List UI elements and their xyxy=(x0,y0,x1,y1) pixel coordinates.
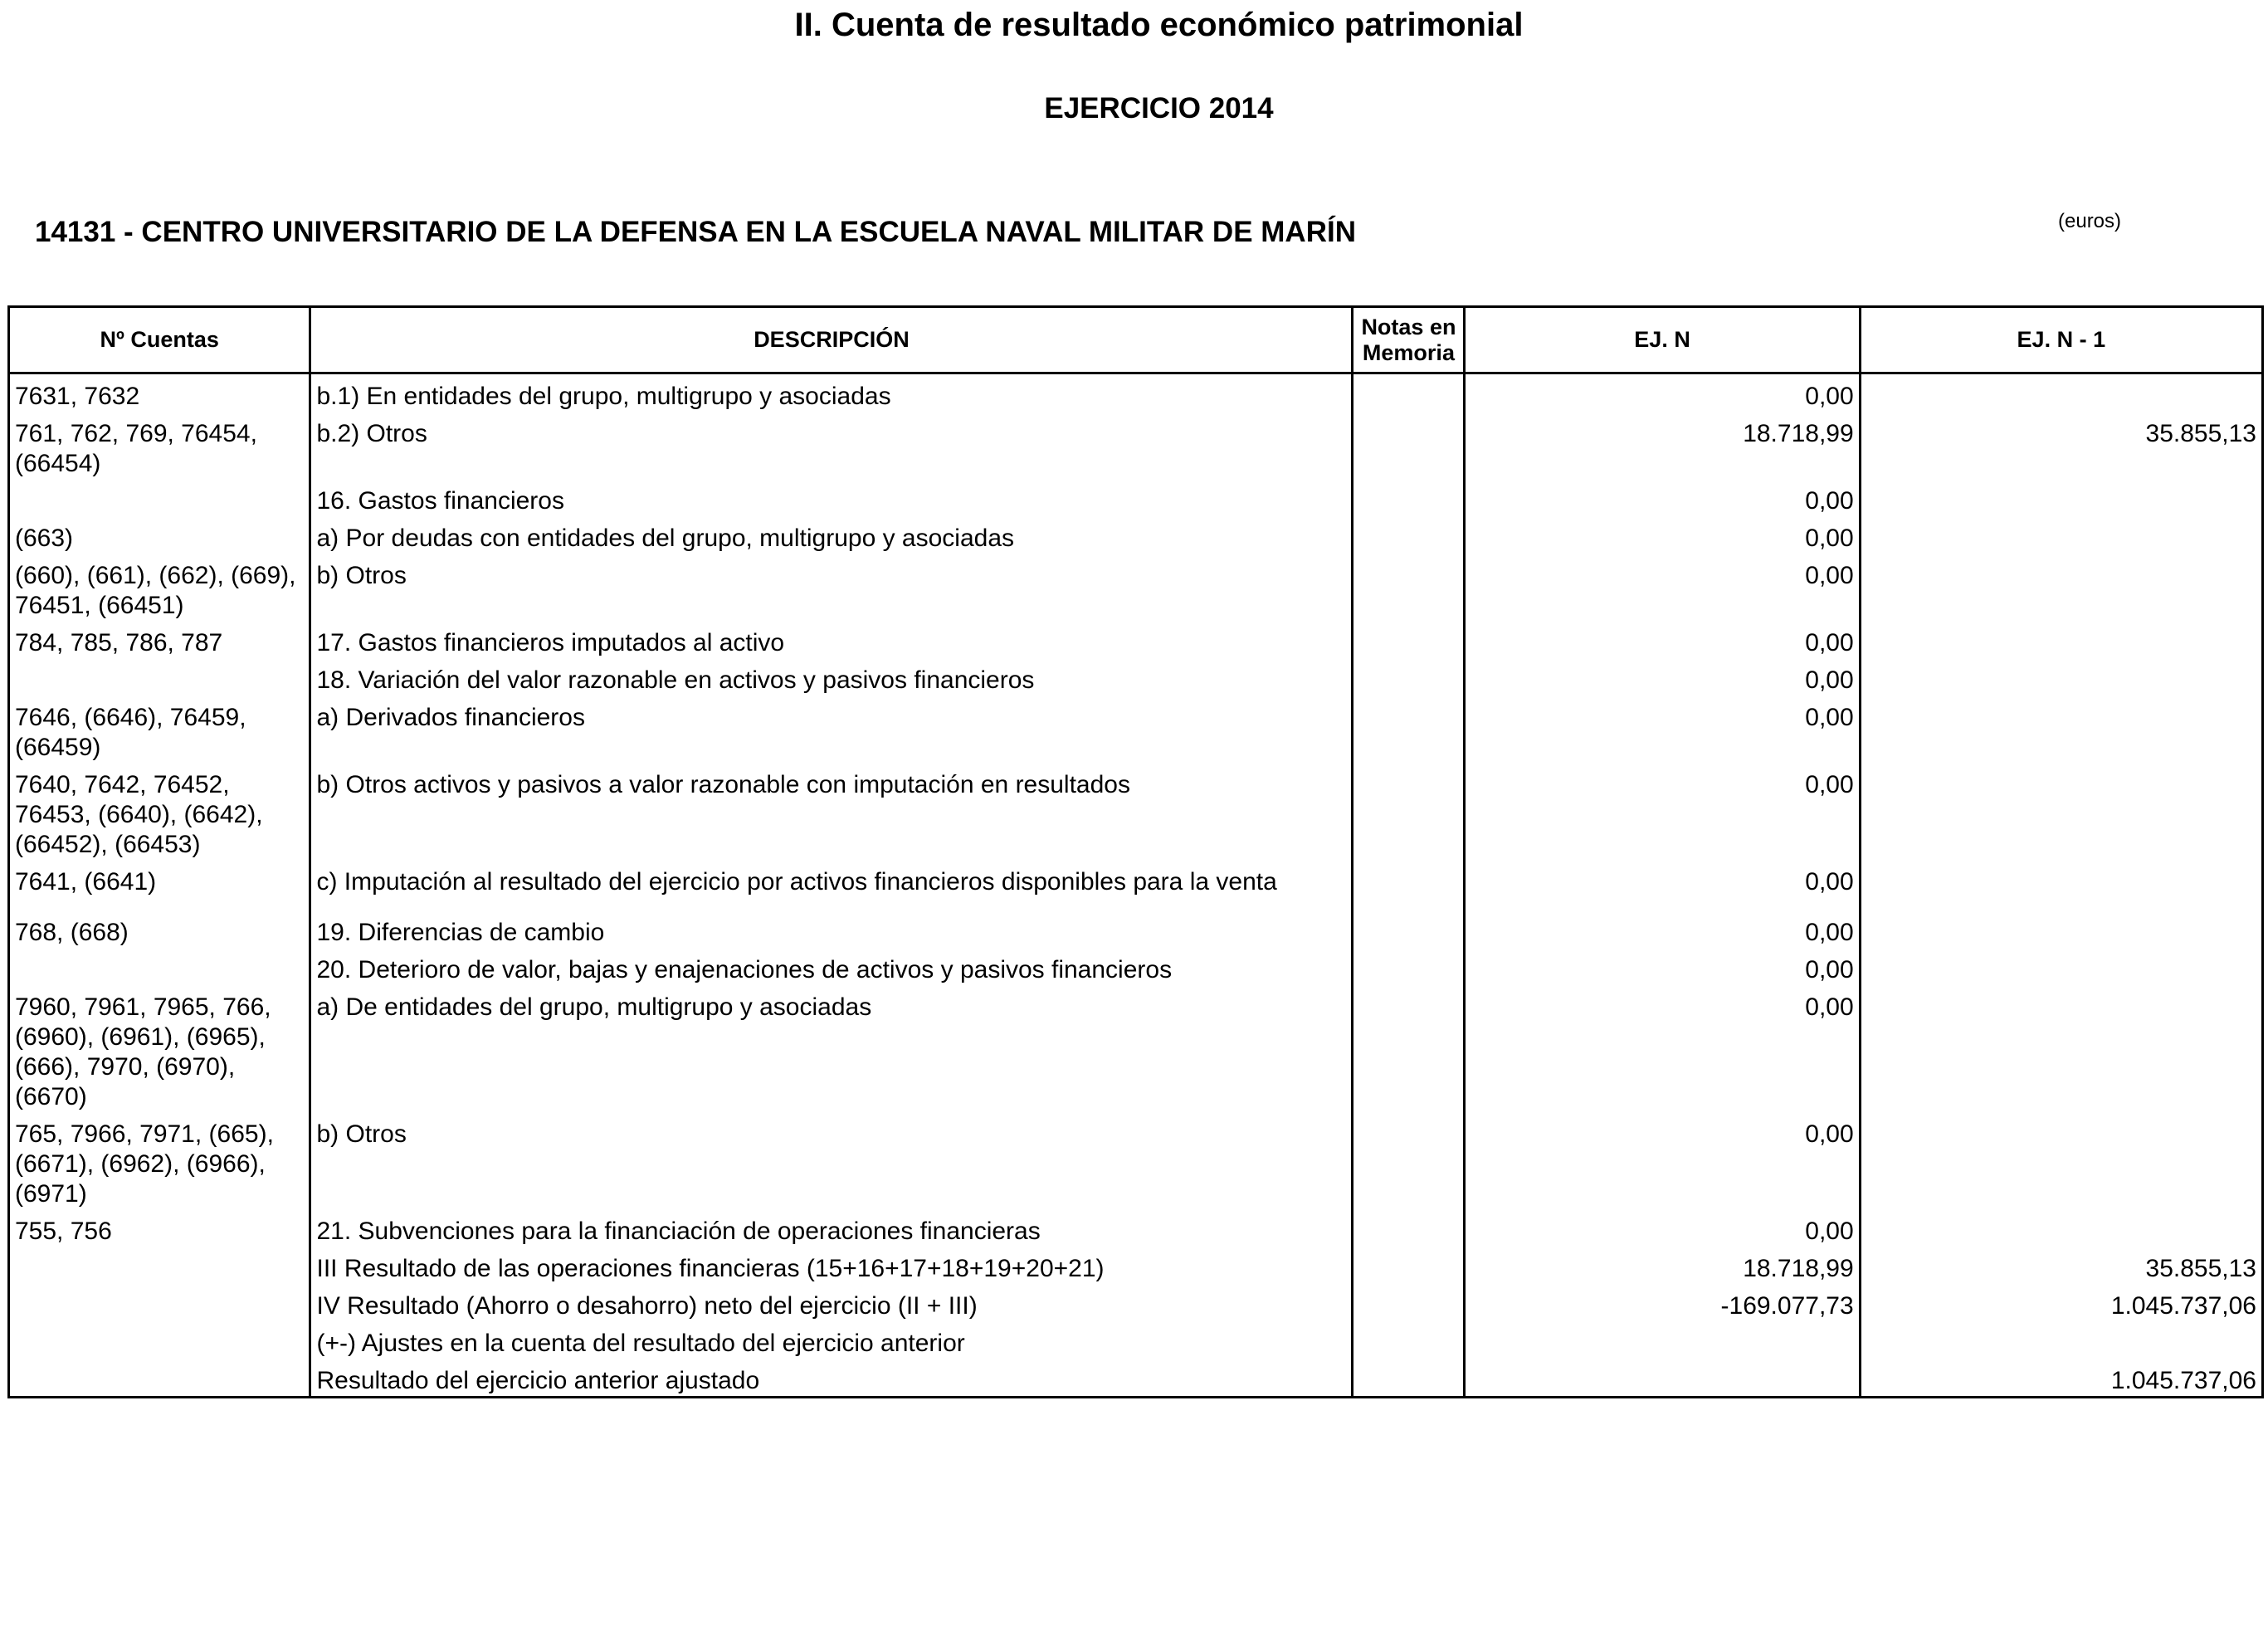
cell-ej-n: 0,00 xyxy=(1465,910,1860,948)
cell-ej-n1: 1.045.737,06 xyxy=(1860,1359,2262,1398)
cell-ej-n: 0,00 xyxy=(1465,621,1860,658)
cell-description: b) Otros xyxy=(310,554,1353,621)
cell-accounts: (660), (661), (662), (669), 76451, (66451) xyxy=(9,554,310,621)
column-header-ej-n1: EJ. N - 1 xyxy=(1860,307,2262,373)
cell-ej-n1 xyxy=(1860,1112,2262,1209)
table-row xyxy=(9,516,2263,554)
cell-description: b) Otros xyxy=(310,1112,1353,1209)
table-row xyxy=(9,621,2263,658)
cell-description: b) Otros activos y pasivos a valor razonable con imputación en resultados xyxy=(310,763,1353,860)
cell-ej-n: 0,00 xyxy=(1465,695,1860,763)
cell-notes xyxy=(1353,985,1465,1112)
cell-notes xyxy=(1353,1284,1465,1321)
cell-ej-n1: 35.855,13 xyxy=(1860,1247,2262,1284)
cell-description: 18. Variación del valor razonable en activos y pasivos financieros xyxy=(310,658,1353,695)
table-row xyxy=(9,1209,2263,1247)
cell-notes xyxy=(1353,479,1465,516)
cell-ej-n1 xyxy=(1860,1209,2262,1247)
table-row xyxy=(9,658,2263,695)
table-row xyxy=(9,1359,2263,1398)
table-row xyxy=(9,373,2263,412)
table-header-row xyxy=(9,307,2263,373)
currency-units: (euros) xyxy=(2058,210,2122,232)
column-header-accounts: Nº Cuentas xyxy=(9,307,310,373)
cell-ej-n1 xyxy=(1860,860,2262,910)
cell-notes xyxy=(1353,658,1465,695)
cell-accounts: 7960, 7961, 7965, 766, (6960), (6961), (6965), (666), 7970, (6970), (6670) xyxy=(9,985,310,1112)
cell-ej-n: 0,00 xyxy=(1465,1209,1860,1247)
cell-accounts: (663) xyxy=(9,516,310,554)
cell-description: III Resultado de las operaciones financieras (15+16+17+18+19+20+21) xyxy=(310,1247,1353,1284)
cell-description: 17. Gastos financieros imputados al activo xyxy=(310,621,1353,658)
cell-accounts xyxy=(9,1247,310,1284)
cell-accounts: 784, 785, 786, 787 xyxy=(9,621,310,658)
report-title: II. Cuenta de resultado económico patrimonial xyxy=(794,7,1524,43)
cell-accounts xyxy=(9,479,310,516)
table-row xyxy=(9,1321,2263,1359)
cell-accounts: 765, 7966, 7971, (665), (6671), (6962), (6966), (6971) xyxy=(9,1112,310,1209)
cell-ej-n: 0,00 xyxy=(1465,860,1860,910)
cell-ej-n: 0,00 xyxy=(1465,373,1860,412)
cell-ej-n: 0,00 xyxy=(1465,948,1860,985)
cell-ej-n1 xyxy=(1860,516,2262,554)
cell-ej-n xyxy=(1465,1321,1860,1359)
cell-ej-n1 xyxy=(1860,763,2262,860)
cell-ej-n1 xyxy=(1860,948,2262,985)
cell-ej-n: 0,00 xyxy=(1465,1112,1860,1209)
cell-notes xyxy=(1353,860,1465,910)
table-row xyxy=(9,695,2263,763)
cell-accounts xyxy=(9,1284,310,1321)
cell-ej-n: 18.718,99 xyxy=(1465,412,1860,479)
table-row xyxy=(9,1284,2263,1321)
cell-notes xyxy=(1353,1112,1465,1209)
cell-ej-n: 0,00 xyxy=(1465,554,1860,621)
cell-ej-n1 xyxy=(1860,695,2262,763)
column-header-ej-n: EJ. N xyxy=(1465,307,1860,373)
cell-accounts xyxy=(9,948,310,985)
cell-description: c) Imputación al resultado del ejercicio por activos financieros disponibles para la venta xyxy=(310,860,1353,910)
cell-ej-n1 xyxy=(1860,910,2262,948)
column-header-notes: Notas en Memoria xyxy=(1353,307,1465,373)
fiscal-year-heading: EJERCICIO 2014 xyxy=(1044,92,1274,124)
cell-notes xyxy=(1353,1209,1465,1247)
cell-ej-n1 xyxy=(1860,1321,2262,1359)
cell-ej-n1 xyxy=(1860,985,2262,1112)
cell-ej-n: 0,00 xyxy=(1465,985,1860,1112)
cell-accounts: 761, 762, 769, 76454, (66454) xyxy=(9,412,310,479)
entity-name: 14131 - CENTRO UNIVERSITARIO DE LA DEFENSA EN LA ESCUELA NAVAL MILITAR DE MARÍN xyxy=(35,216,1356,248)
cell-notes xyxy=(1353,948,1465,985)
cell-notes xyxy=(1353,373,1465,412)
cell-ej-n: 0,00 xyxy=(1465,479,1860,516)
cell-notes xyxy=(1353,554,1465,621)
cell-ej-n: 0,00 xyxy=(1465,658,1860,695)
cell-description: Resultado del ejercicio anterior ajustado xyxy=(310,1359,1353,1398)
cell-description: 21. Subvenciones para la financiación de operaciones financieras xyxy=(310,1209,1353,1247)
cell-accounts: 7646, (6646), 76459, (66459) xyxy=(9,695,310,763)
cell-accounts: 768, (668) xyxy=(9,910,310,948)
cell-notes xyxy=(1353,1321,1465,1359)
cell-accounts: 7631, 7632 xyxy=(9,373,310,412)
cell-description: IV Resultado (Ahorro o desahorro) neto del ejercicio (II + III) xyxy=(310,1284,1353,1321)
cell-notes xyxy=(1353,516,1465,554)
table-row xyxy=(9,985,2263,1112)
table-row xyxy=(9,554,2263,621)
accounts-table xyxy=(7,305,2264,1398)
table-row xyxy=(9,763,2263,860)
cell-accounts: 7640, 7642, 76452, 76453, (6640), (6642), (66452), (66453) xyxy=(9,763,310,860)
cell-accounts xyxy=(9,658,310,695)
table-row xyxy=(9,412,2263,479)
cell-notes xyxy=(1353,695,1465,763)
cell-notes xyxy=(1353,621,1465,658)
cell-notes xyxy=(1353,1359,1465,1398)
cell-description: a) Derivados financieros xyxy=(310,695,1353,763)
table-row xyxy=(9,860,2263,910)
table-row xyxy=(9,479,2263,516)
cell-notes xyxy=(1353,1247,1465,1284)
cell-ej-n1: 35.855,13 xyxy=(1860,412,2262,479)
cell-ej-n: 0,00 xyxy=(1465,516,1860,554)
cell-notes xyxy=(1353,763,1465,860)
cell-ej-n: 0,00 xyxy=(1465,763,1860,860)
table-row xyxy=(9,1112,2263,1209)
cell-description: (+-) Ajustes en la cuenta del resultado del ejercicio anterior xyxy=(310,1321,1353,1359)
table-body xyxy=(9,373,2263,1398)
cell-ej-n1 xyxy=(1860,373,2262,412)
cell-description: b.2) Otros xyxy=(310,412,1353,479)
cell-ej-n: 18.718,99 xyxy=(1465,1247,1860,1284)
cell-ej-n1: 1.045.737,06 xyxy=(1860,1284,2262,1321)
cell-ej-n1 xyxy=(1860,479,2262,516)
cell-ej-n1 xyxy=(1860,658,2262,695)
cell-notes xyxy=(1353,412,1465,479)
cell-notes xyxy=(1353,910,1465,948)
cell-description: b.1) En entidades del grupo, multigrupo y asociadas xyxy=(310,373,1353,412)
cell-accounts xyxy=(9,1359,310,1398)
cell-ej-n1 xyxy=(1860,554,2262,621)
cell-ej-n1 xyxy=(1860,621,2262,658)
cell-description: a) De entidades del grupo, multigrupo y asociadas xyxy=(310,985,1353,1112)
cell-description: 16. Gastos financieros xyxy=(310,479,1353,516)
table-row xyxy=(9,910,2263,948)
cell-accounts xyxy=(9,1321,310,1359)
cell-description: a) Por deudas con entidades del grupo, multigrupo y asociadas xyxy=(310,516,1353,554)
table-row xyxy=(9,948,2263,985)
column-header-description: DESCRIPCIÓN xyxy=(310,307,1353,373)
table-row xyxy=(9,1247,2263,1284)
cell-accounts: 7641, (6641) xyxy=(9,860,310,910)
cell-description: 19. Diferencias de cambio xyxy=(310,910,1353,948)
cell-ej-n xyxy=(1465,1359,1860,1398)
cell-accounts: 755, 756 xyxy=(9,1209,310,1247)
cell-description: 20. Deterioro de valor, bajas y enajenaciones de activos y pasivos financieros xyxy=(310,948,1353,985)
cell-ej-n: -169.077,73 xyxy=(1465,1284,1860,1321)
